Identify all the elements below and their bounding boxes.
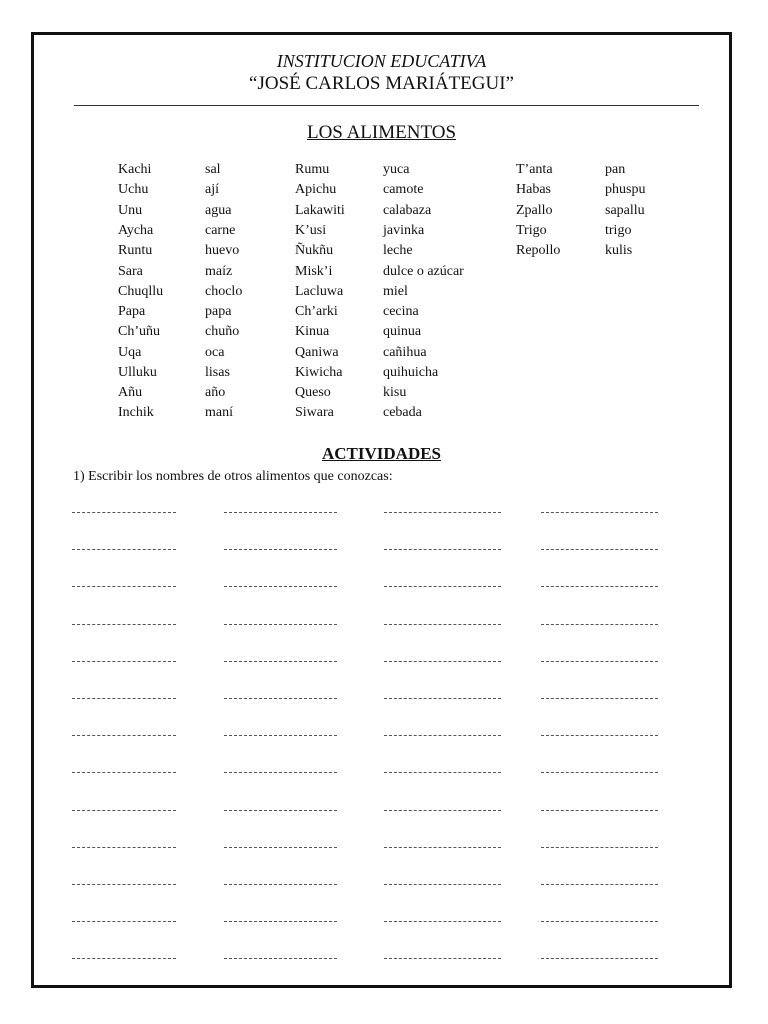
worksheet-page	[31, 32, 732, 988]
answer-blank-line[interactable]	[384, 698, 501, 699]
quechua-word: Trigo	[516, 223, 547, 238]
quechua-word: Zpallo	[516, 203, 553, 218]
answer-blank-line[interactable]	[72, 586, 176, 587]
answer-blank-line[interactable]	[541, 512, 658, 513]
quechua-word: Sara	[118, 264, 143, 279]
quechua-word: Kiwicha	[295, 365, 343, 380]
quechua-word: T’anta	[516, 162, 553, 177]
answer-blank-line[interactable]	[541, 624, 658, 625]
spanish-word: kulis	[605, 243, 633, 258]
quechua-word: Kachi	[118, 162, 152, 177]
quechua-word: Rumu	[295, 162, 330, 177]
answer-blank-line[interactable]	[224, 586, 337, 587]
answer-blank-line[interactable]	[72, 735, 176, 736]
quechua-word: Aycha	[118, 223, 154, 238]
answer-blank-line[interactable]	[72, 772, 176, 773]
spanish-word: quihuicha	[383, 365, 439, 380]
spanish-word: huevo	[205, 243, 240, 258]
answer-blank-line[interactable]	[72, 624, 176, 625]
answer-blank-line[interactable]	[541, 586, 658, 587]
answer-blank-line[interactable]	[384, 624, 501, 625]
answer-blank-line[interactable]	[541, 549, 658, 550]
answer-blank-line[interactable]	[72, 698, 176, 699]
spanish-word: cañihua	[383, 345, 427, 360]
answer-blank-line[interactable]	[72, 847, 176, 848]
answer-blank-line[interactable]	[541, 661, 658, 662]
institution-line: INSTITUCION EDUCATIVA	[276, 51, 487, 71]
vocabulary-title: LOS ALIMENTOS	[306, 122, 457, 143]
answer-blank-line[interactable]	[224, 549, 337, 550]
answer-blank-line[interactable]	[541, 772, 658, 773]
quechua-word: Ch’uñu	[118, 324, 160, 339]
quechua-word: Papa	[118, 304, 146, 319]
spanish-word: pan	[605, 162, 626, 177]
answer-blank-line[interactable]	[384, 549, 501, 550]
spanish-word: trigo	[605, 223, 632, 238]
spanish-word: agua	[205, 203, 232, 218]
spanish-word: miel	[383, 284, 408, 299]
quechua-word: Qaniwa	[295, 345, 339, 360]
spanish-word: camote	[383, 182, 424, 197]
spanish-word: calabaza	[383, 203, 432, 218]
question-1: 1) Escribir los nombres de otros alimentos que conozcas:	[73, 469, 393, 484]
answer-blank-line[interactable]	[384, 958, 501, 959]
school-name: “JOSÉ CARLOS MARIÁTEGUI”	[249, 73, 514, 94]
answer-blank-line[interactable]	[384, 512, 501, 513]
answer-blank-line[interactable]	[224, 624, 337, 625]
answer-blank-line[interactable]	[384, 772, 501, 773]
answer-blank-line[interactable]	[224, 847, 337, 848]
answer-blank-line[interactable]	[384, 847, 501, 848]
answer-blank-line[interactable]	[541, 735, 658, 736]
quechua-word: Kinua	[295, 324, 330, 339]
answer-blank-line[interactable]	[384, 586, 501, 587]
answer-blank-line[interactable]	[384, 810, 501, 811]
spanish-word: phuspu	[605, 182, 646, 197]
answer-blank-line[interactable]	[541, 847, 658, 848]
answer-blank-line[interactable]	[224, 698, 337, 699]
answer-blank-line[interactable]	[72, 549, 176, 550]
spanish-word: cebada	[383, 405, 422, 420]
answer-blank-line[interactable]	[224, 921, 337, 922]
answer-blank-line[interactable]	[72, 512, 176, 513]
answer-blank-line[interactable]	[384, 884, 501, 885]
answer-blank-line[interactable]	[72, 884, 176, 885]
quechua-word: Uqa	[118, 345, 142, 360]
spanish-word: yuca	[383, 162, 410, 177]
answer-blank-line[interactable]	[224, 512, 337, 513]
answer-blank-line[interactable]	[541, 810, 658, 811]
answer-blank-line[interactable]	[384, 735, 501, 736]
spanish-word: leche	[383, 243, 413, 258]
quechua-word: Unu	[118, 203, 143, 218]
quechua-word: Siwara	[295, 405, 334, 420]
answer-blank-line[interactable]	[224, 661, 337, 662]
quechua-word: Lacluwa	[295, 284, 344, 299]
quechua-word: Ch’arki	[295, 304, 338, 319]
answer-blank-line[interactable]	[541, 884, 658, 885]
answer-blank-line[interactable]	[541, 921, 658, 922]
quechua-word: Queso	[295, 385, 331, 400]
answer-blank-line[interactable]	[72, 958, 176, 959]
spanish-word: carne	[205, 223, 236, 238]
quechua-word: Inchik	[118, 405, 154, 420]
quechua-word: Misk’i	[295, 264, 333, 279]
spanish-word: cecina	[383, 304, 419, 319]
answer-blank-line[interactable]	[72, 921, 176, 922]
spanish-word: oca	[205, 345, 225, 360]
quechua-word: Repollo	[516, 243, 561, 258]
quechua-word: K’usi	[295, 223, 327, 238]
quechua-word: Apichu	[295, 182, 337, 197]
quechua-word: Añu	[118, 385, 143, 400]
quechua-word: Ulluku	[118, 365, 157, 380]
spanish-word: choclo	[205, 284, 243, 299]
spanish-word: año	[205, 385, 226, 400]
spanish-word: sal	[205, 162, 221, 177]
spanish-word: maíz	[205, 264, 233, 279]
answer-blank-line[interactable]	[224, 772, 337, 773]
answer-blank-line[interactable]	[541, 698, 658, 699]
answer-blank-line[interactable]	[224, 884, 337, 885]
activities-title: ACTIVIDADES	[321, 444, 442, 463]
spanish-word: chuño	[205, 324, 240, 339]
answer-blank-line[interactable]	[541, 958, 658, 959]
spanish-word: lisas	[205, 365, 230, 380]
answer-blank-line[interactable]	[224, 958, 337, 959]
answer-blank-line[interactable]	[224, 735, 337, 736]
answer-blank-line[interactable]	[72, 810, 176, 811]
spanish-word: papa	[205, 304, 232, 319]
header-divider	[74, 105, 699, 106]
answer-blank-line[interactable]	[384, 921, 501, 922]
quechua-word: Habas	[516, 182, 551, 197]
answer-blank-line[interactable]	[72, 661, 176, 662]
answer-blank-line[interactable]	[224, 810, 337, 811]
spanish-word: kisu	[383, 385, 407, 400]
answer-blank-line[interactable]	[384, 661, 501, 662]
quechua-word: Chuqllu	[118, 284, 164, 299]
spanish-word: dulce o azúcar	[383, 264, 464, 279]
quechua-word: Ñukñu	[295, 243, 334, 258]
quechua-word: Runtu	[118, 243, 153, 258]
quechua-word: Lakawiti	[295, 203, 345, 218]
spanish-word: maní	[205, 405, 233, 420]
spanish-word: quinua	[383, 324, 422, 339]
quechua-word: Uchu	[118, 182, 149, 197]
spanish-word: sapallu	[605, 203, 645, 218]
spanish-word: ají	[205, 182, 219, 197]
spanish-word: javinka	[383, 223, 425, 238]
